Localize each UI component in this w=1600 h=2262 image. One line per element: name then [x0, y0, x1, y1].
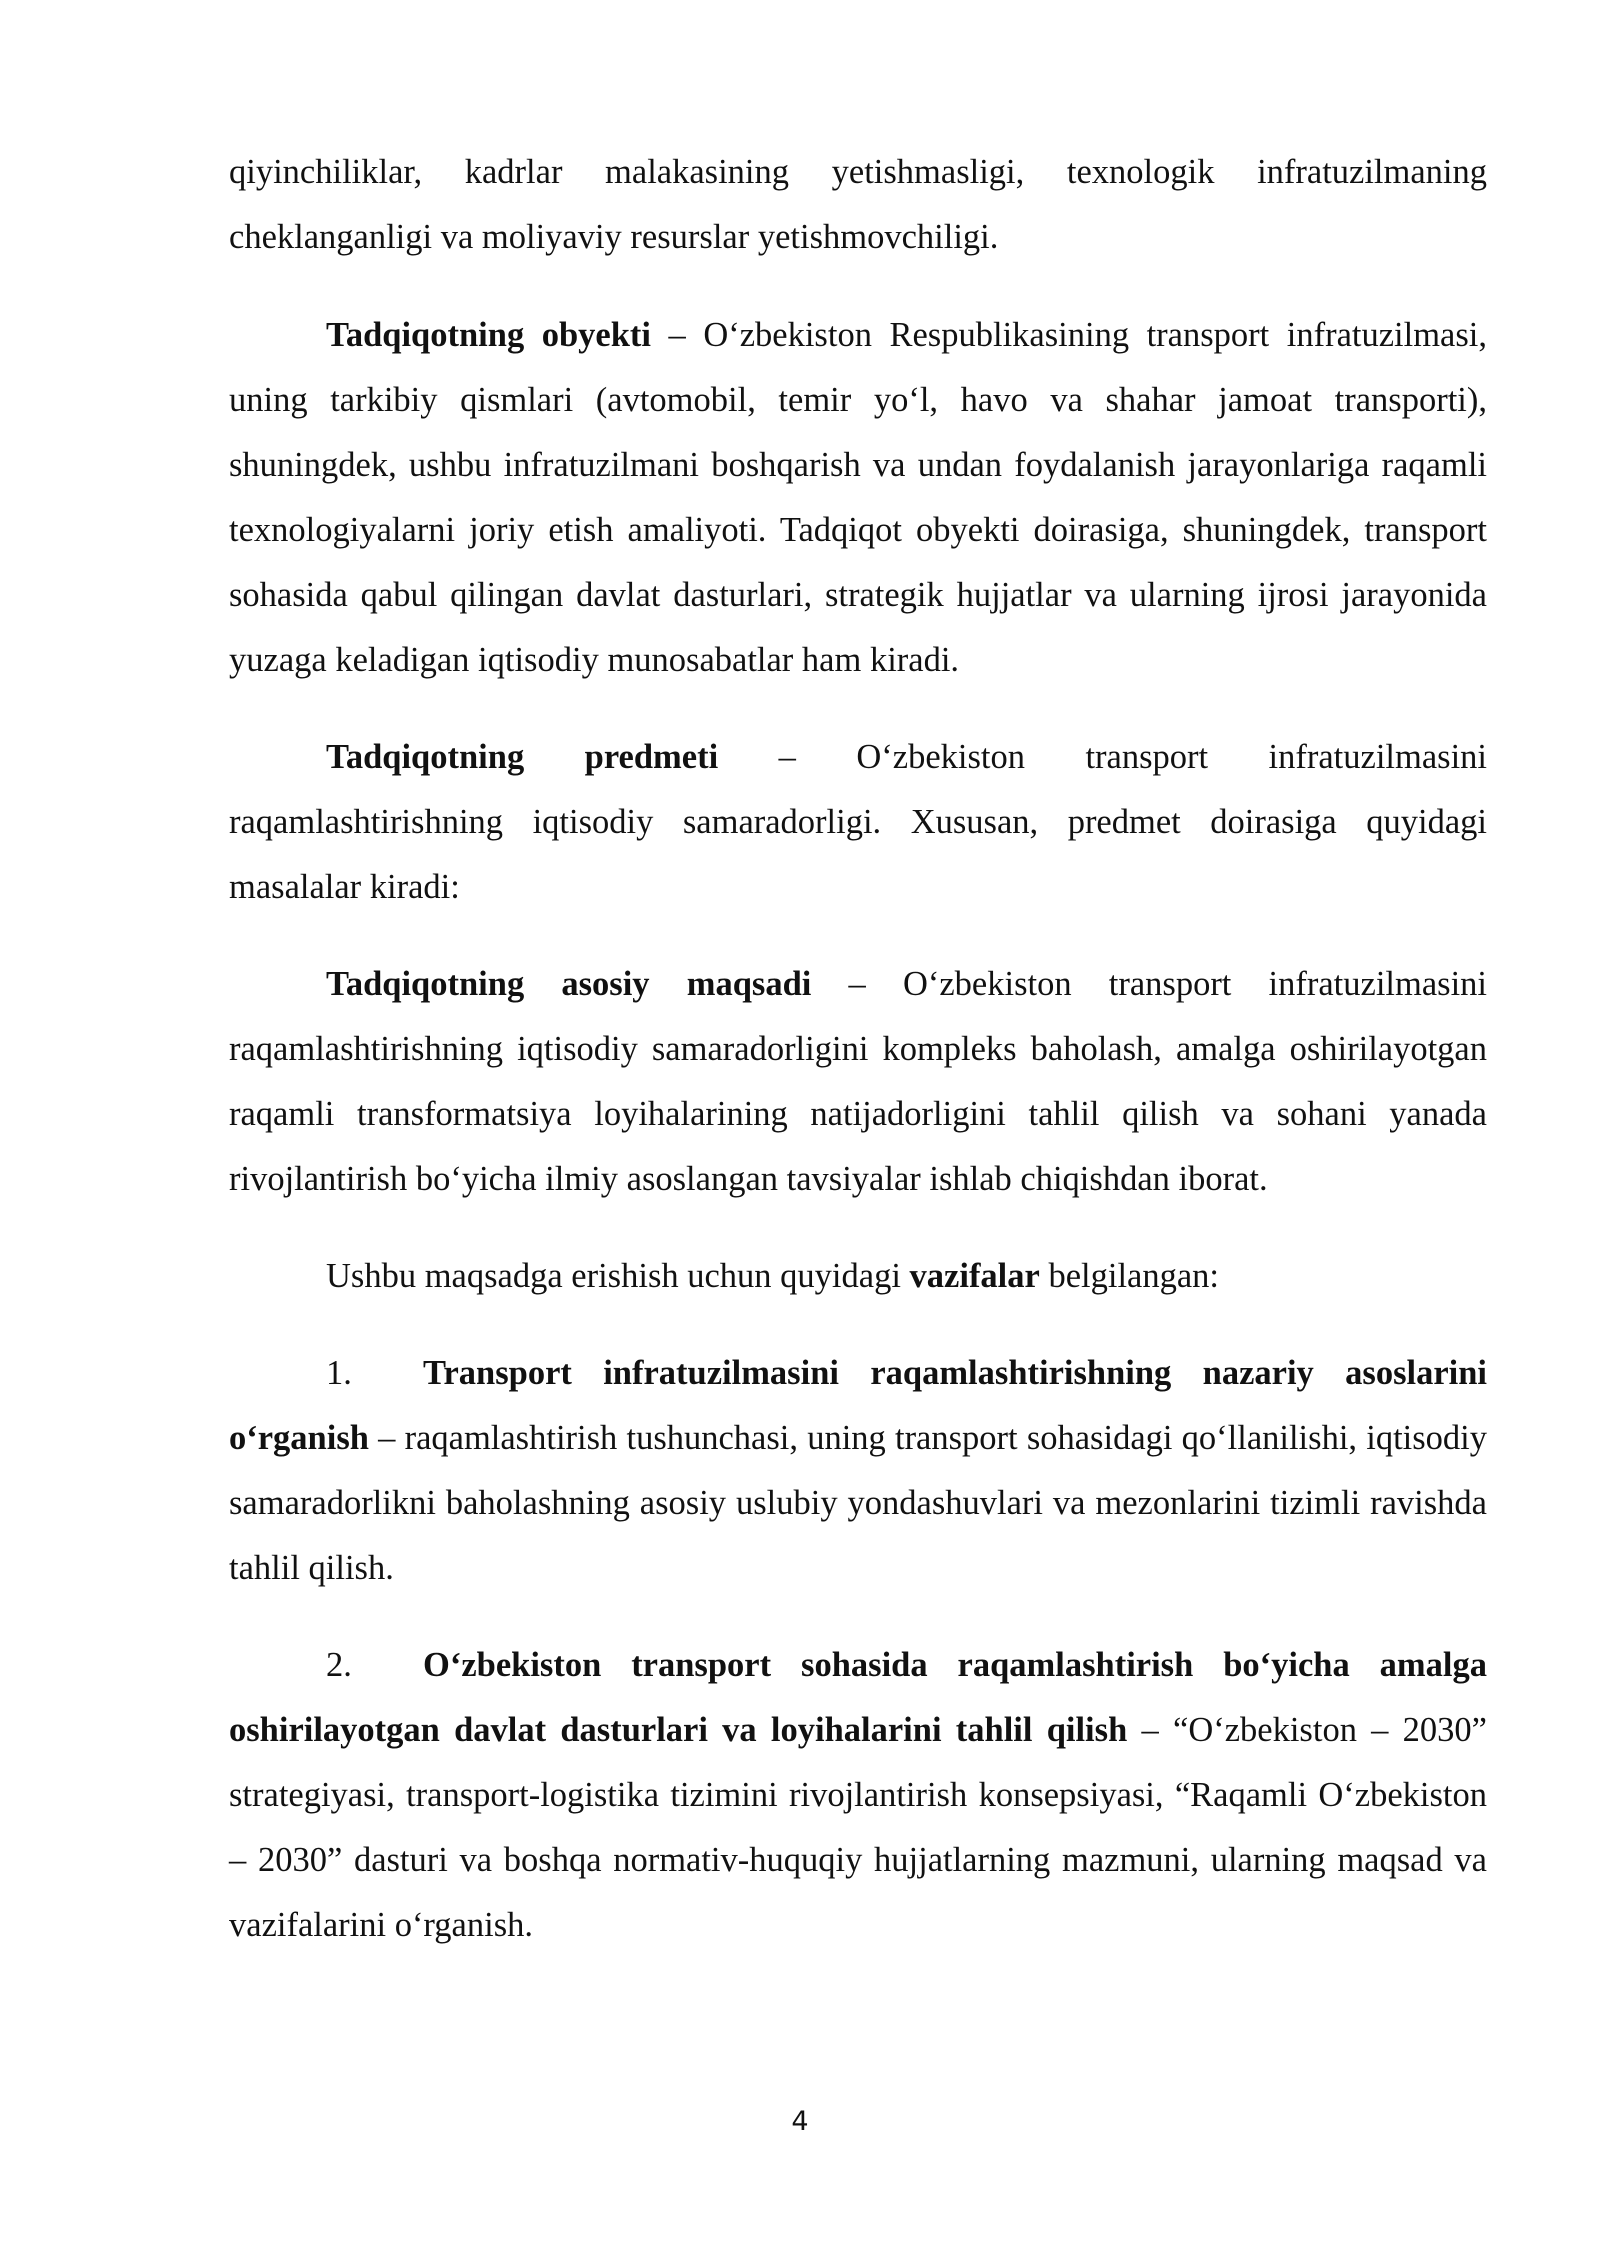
list-item-number: 1.: [326, 1354, 352, 1392]
list-item-text: – “O‘zbekiston – 2030” strategiyasi, transport-logistika tizimini rivojlantirish konsepsiyasi, “Raqamli O‘zbekiston – 2030” dasturi va boshqa normativ-huquqiy hujjatlarning mazmuni, ularning maqsad va vazifalarini o‘rganish.: [229, 1711, 1487, 1944]
list-item-heading: Transport infratuzilmasini raqamlashtirishning nazariy asoslarini o‘rganish: [229, 1354, 1487, 1457]
tasks-keyword: vazifalar: [909, 1257, 1040, 1295]
document-page: [229, 140, 1487, 1990]
list-item-number: 2.: [326, 1646, 352, 1684]
research-goal-heading: Tadqiqotning asosiy maqsadi: [326, 965, 812, 1003]
research-subject-heading: Tadqiqotning predmeti: [326, 738, 719, 776]
list-item: [229, 1633, 1487, 1958]
page-number: 4: [791, 2106, 809, 2137]
list-item: [229, 1341, 1487, 1601]
research-object-heading: Tadqiqotning obyekti: [326, 316, 651, 354]
paragraph-tasks-intro: [229, 1244, 1487, 1309]
list-item-heading: O‘zbekiston transport sohasida raqamlashtirish bo‘yicha amalga oshirilayotgan davlat dasturlari va loyihalarini tahlil qilish: [229, 1646, 1487, 1749]
paragraph-text: – O‘zbekiston transport infratuzilmasini raqamlashtirishning iqtisodiy samaradorligini kompleks baholash, amalga oshirilayotgan raqamli transformatsiya loyihalarining natijadorligini tahlil qilish va sohani yanada rivojlantirish bo‘yicha ilmiy asoslangan tavsiyalar ishlab chiqishdan iborat.: [229, 965, 1487, 1198]
paragraph-text: qiyinchiliklar, kadrlar malakasining yetishmasligi, texnologik infratuzilmaning cheklanganligi va moliyaviy resurslar yetishmovchiligi.: [229, 153, 1487, 256]
list-item-text: – raqamlashtirish tushunchasi, uning transport sohasidagi qo‘llanilishi, iqtisodiy samaradorlikni baholashning asosiy uslubiy yondashuvlari va mezonlarini tizimli ravishda tahlil qilish.: [229, 1419, 1487, 1587]
paragraph-research-object: [229, 303, 1487, 693]
paragraph-research-goal: [229, 952, 1487, 1212]
paragraph-text: – O‘zbekiston transport infratuzilmasini raqamlashtirishning iqtisodiy samaradorligi. Xususan, predmet doirasiga quyidagi masalalar kiradi:: [229, 738, 1487, 906]
paragraph-text: belgilangan:: [1039, 1257, 1219, 1295]
paragraph-continuation: [229, 140, 1487, 270]
paragraph-text: – O‘zbekiston Respublikasining transport infratuzilmasi, uning tarkibiy qismlari (avtomobil, temir yo‘l, havo va shahar jamoat transporti), shuningdek, ushbu infratuzilmani boshqarish va undan foydalanish jarayonlariga raqamli texnologiyalarni joriy etish amaliyoti. Tadqiqot obyekti doirasiga, shuningdek, transport sohasida qabul qilingan davlat dasturlari, strategik hujjatlar va ularning ijrosi jarayonida yuzaga keladigan iqtisodiy munosabatlar ham kiradi.: [229, 316, 1488, 679]
paragraph-research-subject: [229, 725, 1487, 920]
paragraph-text: Ushbu maqsadga erishish uchun quyidagi: [326, 1257, 910, 1295]
